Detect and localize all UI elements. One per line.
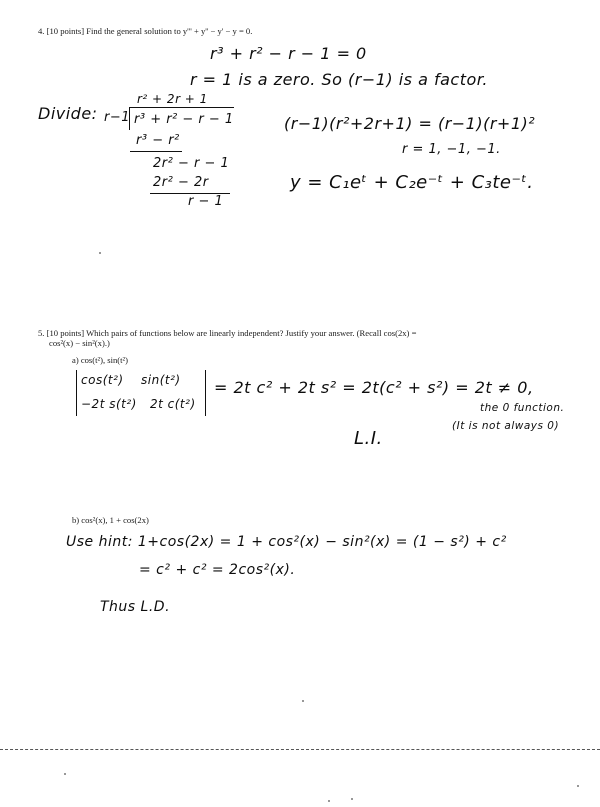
dividend: r³ + r² − r − 1 bbox=[134, 112, 234, 127]
part-b-hint-line: Use hint: 1+cos(2x) = 1 + cos²(x) − sin²(x) = (1 − s²) + c² bbox=[66, 534, 507, 550]
characteristic-equation: r³ + r² − r − 1 = 0 bbox=[210, 44, 367, 63]
wronskian-r1c2: sin(t²) bbox=[141, 373, 181, 387]
factored-form: (r−1)(r²+2r+1) = (r−1)(r+1)² bbox=[284, 114, 536, 133]
remainder-step-1: 2r² − r − 1 bbox=[153, 156, 230, 171]
zero-note: r = 1 is a zero. So (r−1) is a factor. bbox=[190, 70, 488, 89]
wronskian-r2c2: 2t c(t²) bbox=[150, 397, 196, 411]
scan-speck bbox=[64, 773, 66, 775]
remainder-step-2: r − 1 bbox=[188, 194, 224, 209]
general-solution: y = C₁eᵗ + C₂e⁻ᵗ + C₃te⁻ᵗ. bbox=[290, 172, 534, 193]
part-b-label: b) cos²(x), 1 + cos(2x) bbox=[72, 515, 149, 525]
part-a-conclusion: L.I. bbox=[354, 428, 383, 449]
part-b-simplification: = c² + c² = 2cos²(x). bbox=[139, 562, 296, 578]
not-always-zero-note: (It is not always 0) bbox=[452, 420, 560, 432]
roots: r = 1, −1, −1. bbox=[402, 142, 501, 157]
problem-4-prompt: 4. [10 points] Find the general solution to y''' + y'' − y' − y = 0. bbox=[38, 26, 253, 36]
scan-speck bbox=[577, 785, 579, 787]
wronskian-r1c1: cos(t²) bbox=[81, 373, 124, 387]
division-rule-1 bbox=[130, 151, 182, 152]
wronskian-result: = 2t c² + 2t s² = 2t(c² + s²) = 2t ≠ 0, bbox=[214, 378, 534, 397]
determinant-right-bar bbox=[205, 370, 206, 416]
problem-5-prompt-line-2: cos²(x) − sin²(x).) bbox=[49, 338, 110, 348]
divide-label: Divide: bbox=[38, 104, 98, 123]
scan-speck bbox=[99, 252, 101, 254]
scan-speck bbox=[328, 800, 330, 802]
subtract-step-1: r³ − r² bbox=[136, 133, 180, 148]
part-a-label: a) cos(t²), sin(t²) bbox=[72, 355, 128, 365]
zero-function-note: the 0 function. bbox=[480, 402, 565, 414]
wronskian-r2c1: −2t s(t²) bbox=[81, 397, 137, 411]
scan-speck bbox=[351, 798, 353, 800]
quotient: r² + 2r + 1 bbox=[137, 92, 208, 106]
part-b-conclusion: Thus L.D. bbox=[100, 599, 171, 615]
subtract-step-2: 2r² − 2r bbox=[153, 175, 209, 190]
division-bar bbox=[130, 107, 234, 108]
scan-speck bbox=[302, 700, 304, 702]
divisor: r−1 bbox=[104, 110, 131, 125]
division-bracket bbox=[129, 107, 130, 130]
determinant-left-bar bbox=[76, 370, 77, 416]
bottom-scan-line bbox=[0, 749, 600, 750]
problem-5-prompt-line-1: 5. [10 points] Which pairs of functions below are linearly independent? Justify your answer. (Recall cos(2x) = bbox=[38, 328, 417, 338]
